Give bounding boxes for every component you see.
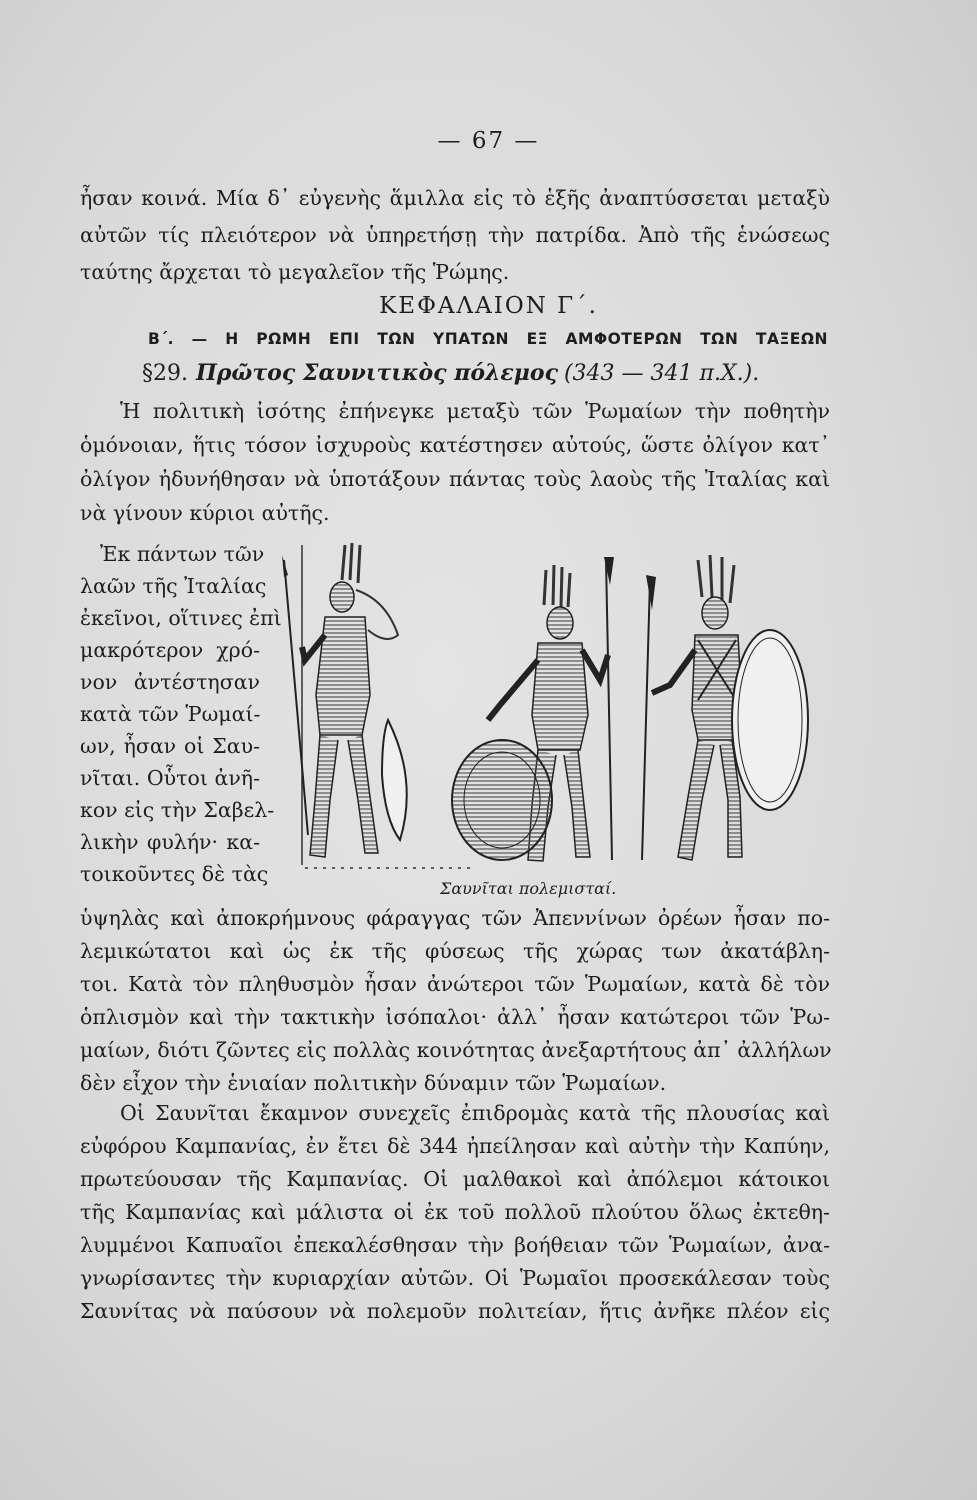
text-line: λυμμένοι Καπυαῖοι ἐπεκαλέσθησαν τὴν βοήθειαν τῶν Ῥωμαίων, ἀνα-: [80, 1233, 830, 1257]
text-line: τῆς Καμπανίας καὶ μάλιστα οἱ ἐκ τοῦ πολλοῦ πλούτου ὅλως ἐκτεθη-: [80, 1200, 830, 1224]
text-line: λεμικώτατοι καὶ ὡς ἐκ τῆς φύσεως τῆς χώρας των ἀκατάβλη-: [80, 939, 830, 963]
text-line: Ἐκ πάντων τῶν: [100, 542, 265, 566]
text-line: κατὰ τῶν Ῥωμαί-: [80, 702, 261, 726]
warriors-engraving: [270, 535, 830, 875]
text-line: τοικοῦντες δὲ τὰς: [80, 862, 269, 886]
text-line: εὐφόρου Καμπανίας, ἐν ἔτει δὲ 344 ἠπείλησαν καὶ αὐτὴν τὴν Καπύην,: [80, 1134, 830, 1158]
text-line: νὰ γίνουν κύριοι αὐτῆς.: [80, 501, 330, 525]
text-line: νον ἀντέστησαν: [80, 670, 260, 694]
text-line: πρωτεύουσαν τῆς Καμπανίας. Οἱ μαλθακοὶ καὶ ἀπόλεμοι κάτοικοι: [80, 1167, 830, 1191]
text-line: ὁπλισμὸν καὶ τὴν τακτικὴν ἰσόπαλοι· ἀλλ᾿ ἦσαν κατώτεροι τῶν Ῥω-: [80, 1005, 830, 1029]
text-line: ὀλίγον ἠδυνήθησαν νὰ ὑποτάξουν πάντας τοὺς λαοὺς τῆς Ἰταλίας καὶ: [80, 467, 830, 491]
text-line: τοι. Κατὰ τὸν πληθυσμὸν ἦσαν ἀνώτεροι τῶν Ῥωμαίων, κατὰ δὲ τὸν: [80, 972, 830, 996]
samnite-warriors-illustration: [270, 535, 830, 875]
text-line: γνωρίσαντες τὴν κυριαρχίαν αὐτῶν. Οἱ Ῥωμαῖοι προσεκάλεσαν τοὺς: [80, 1266, 830, 1290]
text-line: Οἱ Σαυνῖται ἔκαμνον συνεχεῖς ἐπιδρομὰς κατὰ τῆς πλουσίας καὶ: [120, 1101, 830, 1125]
text-line: νῖται. Οὗτοι ἀνῆ-: [80, 766, 260, 790]
text-line: ὁμόνοιαν, ἥτις τόσον ἰσχυροὺς κατέστησεν αὐτούς, ὥστε ὀλίγον κατ᾿: [80, 433, 830, 457]
text-line: αὐτῶν τίς πλειότερον νὰ ὑπηρετήσῃ τὴν πατρίδα. Ἀπὸ τῆς ἑνώσεως: [80, 223, 830, 247]
text-line: ὑψηλὰς καὶ ἀποκρήμνους φάραγγας τῶν Ἀπεννίνων ὀρέων ἦσαν πο-: [80, 906, 830, 930]
text-line: ἐκεῖνοι, οἵτινες ἐπὶ: [80, 606, 282, 630]
page-number: — 67 —: [437, 128, 540, 154]
text-line: Σαυνίτας νὰ παύσουν νὰ πολεμοῦν πολιτείαν, ἥτις ἀνῆκε πλέον εἰς: [80, 1299, 830, 1323]
text-line: ταύτης ἄρχεται τὸ μεγαλεῖον τῆς Ῥώμης.: [80, 260, 510, 284]
section-dates: (343 — 341 π.Χ.).: [563, 361, 760, 386]
text-line: λικὴν φυλήν· κα-: [80, 830, 260, 854]
text-line: λαῶν τῆς Ἰταλίας: [80, 574, 267, 598]
section-subheading: Β΄. — Η ΡΩΜΗ ΕΠΙ ΤΩΝ ΥΠΑΤΩΝ ΕΞ ΑΜΦΟΤΕΡΩΝ ΤΩΝ ΤΑΞΕΩΝ: [148, 330, 828, 348]
text-line: κον εἰς τὴν Σαβελ-: [80, 798, 275, 822]
section-name: Πρῶτος Σαυνιτικὸς πόλεμος: [196, 360, 558, 386]
figure-caption: Σαυνῖται πολεμισταί.: [440, 879, 617, 898]
text-line: ἦσαν κοινά. Μία δ᾿ εὐγενὴς ἅμιλλα εἰς τὸ ἑξῆς ἀναπτύσσεται μεταξὺ: [80, 186, 830, 210]
warrior-middle: [452, 557, 614, 861]
section-title: [142, 360, 759, 386]
text-line: μαίων, διότι ζῶντες εἰς πολλὰς κοινότητας ἀνεξαρτήτους ἀπ᾿ ἀλλήλων: [80, 1038, 832, 1062]
section-number: §29.: [142, 361, 188, 386]
warrior-left: [282, 543, 407, 857]
text-line: Ἡ πολιτικὴ ἰσότης ἐπήνεγκε μεταξὺ τῶν Ῥωμαίων τὴν ποθητὴν: [120, 399, 830, 423]
text-line: μακρότερον χρό-: [80, 638, 260, 662]
chapter-heading: ΚΕΦΑΛΑΙΟΝ Γ΄.: [379, 293, 598, 319]
text-line: ων, ἦσαν οἱ Σαυ-: [80, 734, 260, 758]
text-line: δὲν εἶχον τὴν ἑνιαίαν πολιτικὴν δύναμιν τῶν Ῥωμαίων.: [80, 1071, 667, 1095]
warrior-right: [642, 555, 808, 860]
